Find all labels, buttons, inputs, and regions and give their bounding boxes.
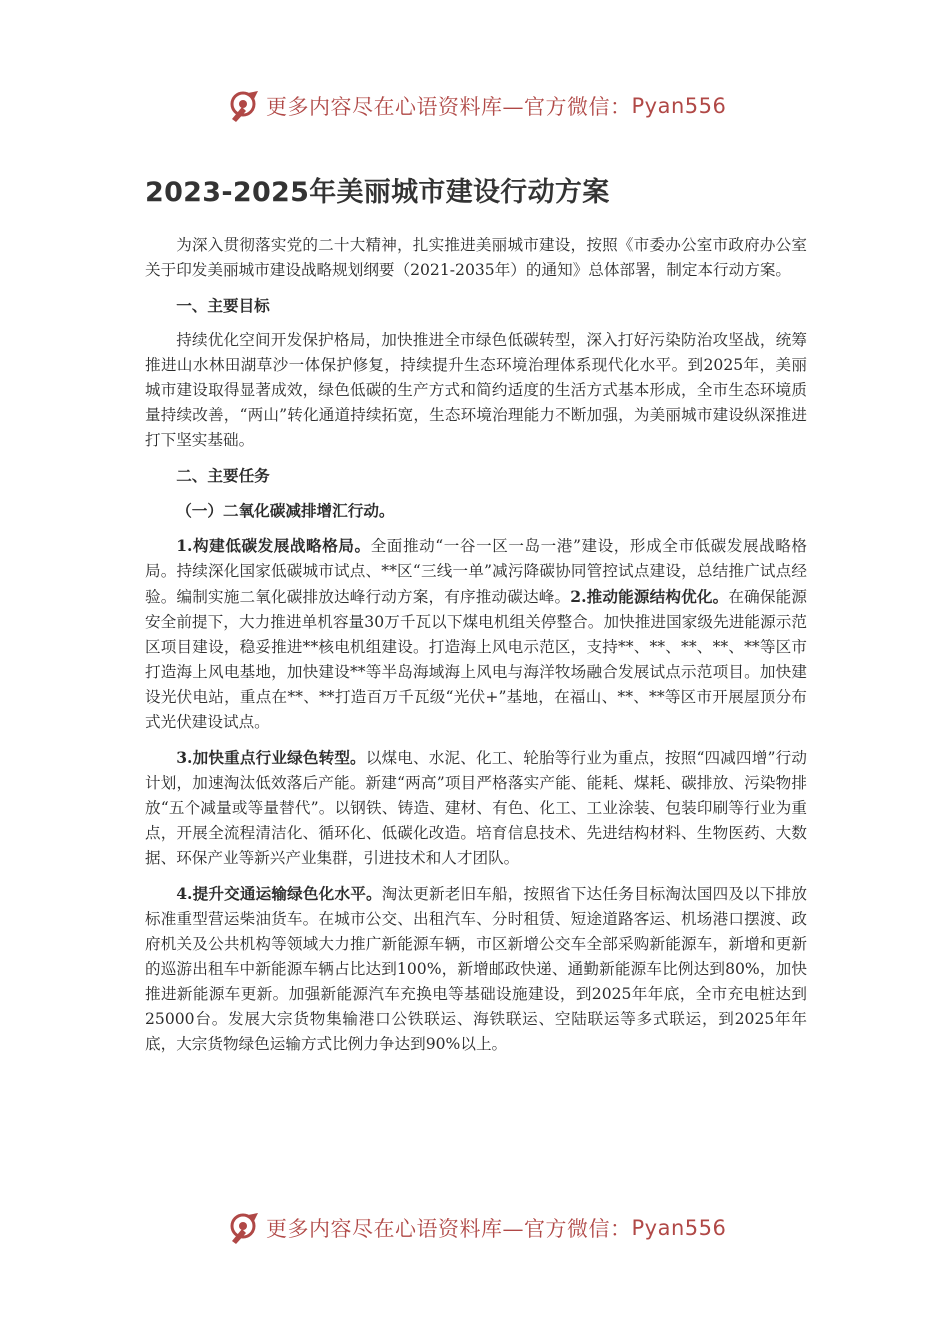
subsection-heading-co2: （一）二氧化碳减排增汇行动。 [176, 501, 395, 520]
section-heading-goals: 一、主要目标 [176, 296, 270, 315]
task-paragraph [145, 881, 807, 1057]
task-lead: 2.推动能源结构优化。 [570, 587, 729, 606]
task-body: 以煤电、水泥、化工、轮胎等行业为重点，按照“四减四增”行动计划，加速淘汰低效落后产能。新建“两高”项目严格落实产能、能耗、煤耗、碳排放、污染物排放“五个减量或等量替代”。以钢铁、铸造、建材、有色、化工、工业涂装、包装印刷等行业为重点，开展全流程清洁化、循环化、低碳化改造。培育信息技术、先进结构材料、生物医药、大数据、环保产业等新兴产业集群，引进技术和人才团队。 [145, 749, 807, 867]
intro-paragraph: 为深入贯彻落实党的二十大精神，扎实推进美丽城市建设，按照《市委办公室市政府办公室关于印发美丽城市建设战略规划纲要（2021-2035年）的通知》总体部署，制定本行动方案。 [145, 236, 807, 279]
brand-logo-icon [228, 89, 262, 123]
header-banner [228, 86, 788, 126]
banner-wechat-id: Pyan556 [631, 94, 727, 118]
document-body [145, 170, 807, 1067]
task-lead: 4.提升交通运输绿色化水平。 [176, 884, 382, 903]
task-paragraph [145, 533, 807, 735]
banner-text: 更多内容尽在心语资料库—官方微信： [266, 1217, 632, 1241]
task-paragraph [145, 745, 807, 871]
task-body: 在确保能源安全前提下，大力推进单机容量30万千瓦以下煤电机组关停整合。加快推进国家级先进能源示范区项目建设，稳妥推进**核电机组建设。打造海上风电示范区，支持**、**、**、**、**等区市打造海上风电基地，加快建设**等半岛海域海上风电与海洋牧场融合发展试点示范项目。加快建设光伏电站，重点在**、**打造百万千瓦级“光伏+”基地，在福山、**、**等区市开展屋顶分布式光伏建设试点。 [145, 588, 807, 731]
goals-paragraph: 持续优化空间开发保护格局，加快推进全市绿色低碳转型，深入打好污染防治攻坚战，统筹推进山水林田湖草沙一体保护修复，持续提升生态环境治理体系现代化水平。到2025年，美丽城市建设取得显著成效，绿色低碳的生产方式和简约适度的生活方式基本形成，全市生态环境质量持续改善，“两山”转化通道持续拓宽，生态环境治理能力不断加强，为美丽城市建设纵深推进打下坚实基础。 [145, 331, 807, 449]
page-title: 2023-2025年美丽城市建设行动方案 [145, 177, 610, 208]
task-body: 全面推动“一谷一区一岛一港”建设，形成全市低碳发展战略格局。持续深化国家低碳城市试点、**区“三线一单”减污降碳协同管控试点建设，总结推广试点经验。编制实施二氧化碳排放达峰行动方案，有序推动碳达峰。 [145, 537, 807, 606]
banner-wechat-id: Pyan556 [631, 1216, 727, 1240]
task-lead: 3.加快重点行业绿色转型。 [176, 748, 366, 767]
footer-banner [228, 1208, 788, 1248]
brand-logo-icon [228, 1211, 262, 1245]
task-body: 淘汰更新老旧车船，按照省下达任务目标淘汰国四及以下排放标准重型营运柴油货车。在城市公交、出租汽车、分时租赁、短途道路客运、机场港口摆渡、政府机关及公共机构等领域大力推广新能源车辆，市区新增公交车全部采购新能源车，新增和更新的巡游出租车中新能源车辆占比达到100%，新增邮政快递、通勤新能源车比例达到80%，加快推进新能源车更新。加强新能源汽车充换电等基础设施建设，到2025年年底，全市充电桩达到25000台。发展大宗货物集输港口公铁联运、海铁联运、空陆联运等多式联运，到2025年年底，大宗货物绿色运输方式比例力争达到90%以上。 [145, 885, 807, 1053]
banner-text: 更多内容尽在心语资料库—官方微信： [266, 95, 632, 119]
section-heading-tasks: 二、主要任务 [176, 466, 270, 485]
task-lead: 1.构建低碳发展战略格局。 [176, 536, 371, 555]
